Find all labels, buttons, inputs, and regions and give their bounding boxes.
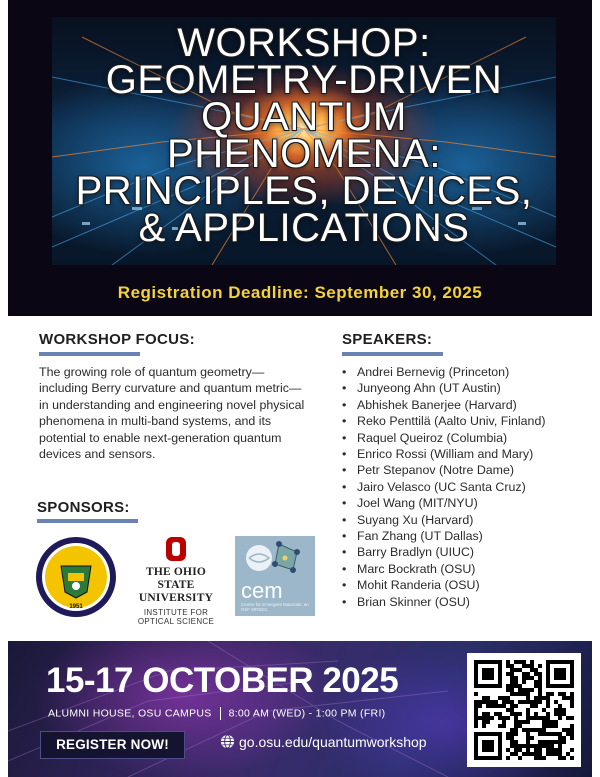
focus-heading: WORKSHOP FOCUS: — [39, 331, 195, 348]
workshop-link[interactable] — [220, 734, 427, 750]
osu-name-line2: UNIVERSITY — [138, 592, 214, 604]
title-line: GEOMETRY-DRIVEN — [105, 58, 503, 102]
list-item: • Junyeong Ahn (UT Austin) — [342, 380, 545, 396]
list-item: • Abhishek Banerjee (Harvard) — [342, 397, 545, 413]
sponsors-heading: SPONSORS: — [37, 499, 130, 516]
list-item: • Andrei Bernevig (Princeton) — [342, 364, 545, 380]
list-item: • Fan Zhang (UT Dallas) — [342, 528, 545, 544]
venue-separator — [220, 707, 221, 720]
army-research-seal-logo — [35, 536, 117, 618]
title-line: WORKSHOP: — [177, 21, 431, 65]
list-item: • Reko Penttilä (Aalto Univ, Finland) — [342, 413, 545, 429]
osu-institute-line2: OPTICAL SCIENCE — [137, 617, 215, 626]
speakers-heading: SPEAKERS: — [342, 331, 433, 348]
speakers-heading-rule — [342, 352, 443, 356]
title-line: QUANTUM — [201, 95, 407, 139]
qr-code-icon[interactable] — [467, 653, 581, 767]
globe-icon — [220, 734, 235, 749]
hero-image — [52, 17, 556, 265]
register-button[interactable]: REGISTER NOW! — [40, 731, 185, 759]
list-item: • Barry Bradlyn (UIUC) — [342, 544, 545, 560]
sponsors-heading-rule — [37, 519, 138, 523]
focus-heading-rule — [39, 352, 140, 356]
qr-code-graphic — [467, 653, 581, 767]
list-item: • Joel Wang (MIT/NYU) — [342, 495, 545, 511]
qr-finder-square — [554, 668, 566, 680]
cem-logo — [235, 536, 315, 616]
title-line: & APPLICATIONS — [138, 206, 470, 250]
event-dates: 15-17 OCTOBER 2025 — [46, 661, 399, 700]
block-o-icon — [165, 536, 187, 562]
list-item: • Suyang Xu (Harvard) — [342, 512, 545, 528]
qr-finder-square — [482, 668, 494, 680]
workshop-title — [52, 21, 556, 250]
event-time: 8:00 AM (WED) - 1:00 PM (FRI) — [228, 707, 386, 720]
cem-subtitle: Center for Emergent Materials: an NSF MRSEC — [241, 602, 309, 612]
osu-institute-line1: INSTITUTE FOR — [143, 608, 209, 617]
osu-name-line1: THE OHIO STATE — [145, 566, 207, 591]
list-item: • Brian Skinner (OSU) — [342, 594, 545, 610]
title-line: PRINCIPLES, DEVICES, — [75, 169, 533, 213]
title-line: PHENOMENA: — [167, 132, 441, 176]
list-item: • Raquel Queiroz (Columbia) — [342, 430, 545, 446]
header-banner — [8, 0, 592, 316]
venue-name: ALUMNI HOUSE, OSU CAMPUS — [48, 707, 212, 720]
molecule-icon — [235, 536, 315, 582]
footer-banner — [8, 641, 592, 777]
ohio-state-logo — [128, 536, 224, 626]
list-item: • Enrico Rossi (William and Mary) — [342, 446, 545, 462]
qr-finder-square — [482, 740, 494, 752]
list-item: • Jairo Velasco (UC Santa Cruz) — [342, 479, 545, 495]
workshop-url[interactable]: go.osu.edu/quantumworkshop — [239, 734, 427, 750]
list-item: • Mohit Randeria (OSU) — [342, 577, 545, 593]
speakers-list — [342, 364, 545, 610]
cem-wordmark: cem — [241, 578, 283, 603]
registration-deadline: Registration Deadline: September 30, 2025 — [117, 283, 483, 302]
seal-year: 1951 — [69, 604, 83, 610]
list-item: • Marc Bockrath (OSU) — [342, 561, 545, 577]
venue-and-time — [48, 707, 385, 720]
focus-description: The growing role of quantum geometry—including Berry curvature and quantum metric—in understanding and engineering novel physical phenomena in multi-band systems, and its potential to enable next-generation quantum devices and sensors. — [39, 365, 305, 462]
list-item: • Petr Stepanov (Notre Dame) — [342, 462, 545, 478]
